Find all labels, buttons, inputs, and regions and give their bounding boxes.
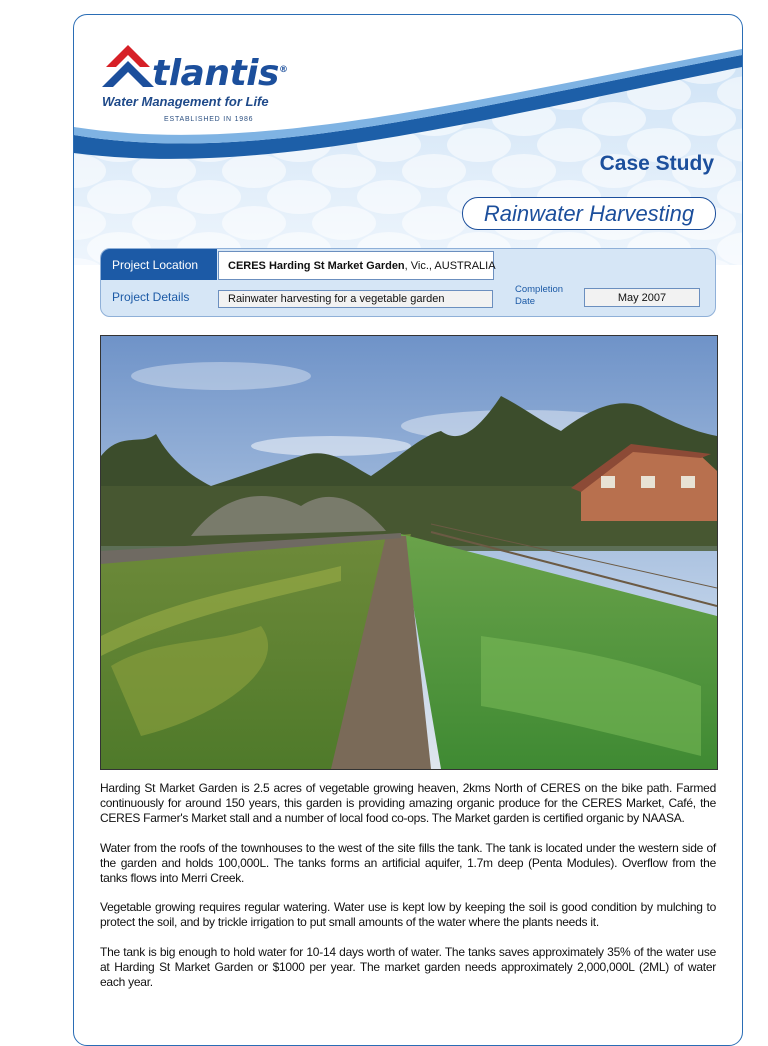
project-details-field: Rainwater harvesting for a vegetable garden [218,290,493,308]
logo-wordmark: tlantis® [152,53,288,94]
location-name: CERES Harding St Market Garden [228,259,405,272]
page-frame [73,14,743,1046]
garden-photo [100,335,718,770]
completion-date-field: May 2007 [584,288,700,307]
project-info-panel [100,248,716,317]
document-type-title: Case Study [599,152,714,175]
body-paragraph: The tank is big enough to hold water for 10-14 days worth of water. The tanks saves approximately 35% of the water use at Harding St Market Garden or $1000 per year. The market garden needs approximately 2,000,000L (2ML) of water each year. [100,944,716,990]
logo-chevron-icon [100,43,156,89]
subject-title-pill [462,197,716,230]
body-text [100,781,716,1004]
project-details-label: Project Details [112,290,190,304]
completion-date-label: Completion Date [515,284,564,307]
project-location-label: Project Location [101,249,217,280]
project-location-field [218,251,494,280]
body-paragraph: Vegetable growing requires regular watering. Water use is kept low by keeping the soil is good condition by mulching to protect the soil, and by trickle irrigation to put small amounts of the water where the plants needs it. [100,900,716,930]
brand-tagline: Water Management for Life [102,94,269,109]
atlantis-logo [100,43,288,94]
garden-photo-illustration [101,336,717,769]
established-note: ESTABLISHED IN 1986 [164,116,254,123]
body-paragraph: Harding St Market Garden is 2.5 acres of vegetable growing heaven, 2kms North of CERES on the bike path. Farmed continuously for around 150 years, this garden is providing amazing organic produce for the CERES Market, Café, the CERES Farmer's Market stall and a number of local food co-ops. The Market garden is certified organic by NAASA. [100,781,716,826]
body-paragraph: Water from the roofs of the townhouses to the west of the site fills the tank. The tank is located under the western side of the garden and holds 100,000L. The tanks forms an artificial aquifer, 1.7m deep (Penta Modules). Overflow from the tanks flows into Merri Creek. [100,840,716,886]
location-rest: , Vic., AUSTRALIA [404,259,496,272]
subject-title: Rainwater Harvesting [483,200,695,226]
